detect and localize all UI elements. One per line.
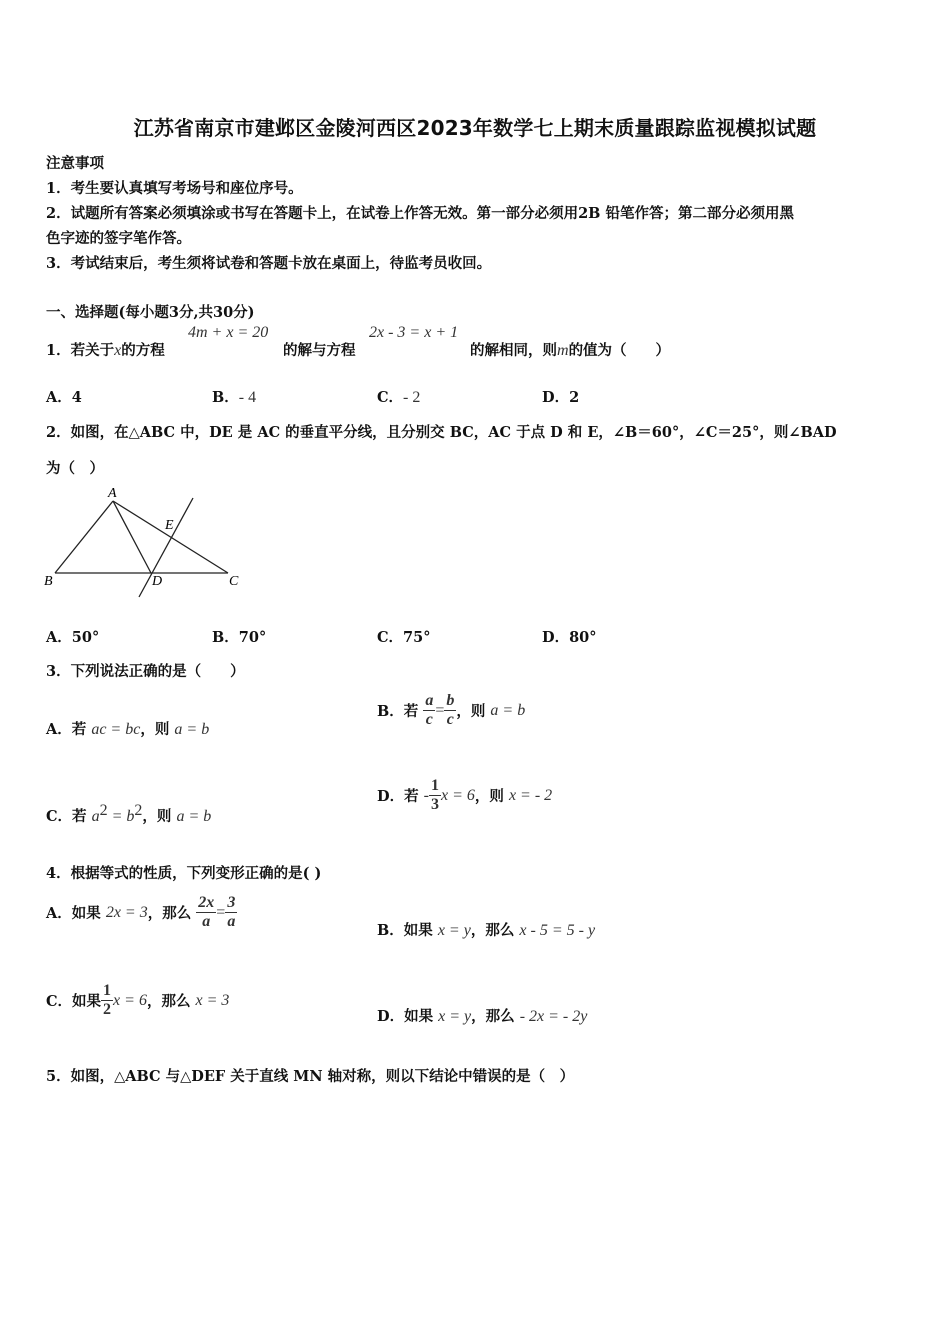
q2-option-d: D．80° (542, 629, 597, 646)
q1-option-d: D．2 (542, 389, 580, 406)
note-item: 1．考生要认真填写考场号和座位序号。 (46, 180, 303, 197)
note-item: 色字迹的签字笔作答。 (46, 230, 191, 247)
triangle-figure (40, 484, 250, 604)
side-ab (55, 501, 113, 573)
q3-option-a: A．若 ac = bc，则 a = b (46, 721, 210, 738)
label-c: C (229, 574, 239, 589)
fraction: $\frac{1}{2}$ (103, 982, 112, 1018)
question-1-cont: 的解与方程 (283, 342, 356, 359)
section-heading: 一、选择题(每小题3分,共30分) (46, 304, 255, 321)
q2-option-c: C．75° (377, 629, 431, 646)
note-item: 3．考试结束后，考生须将试卷和答题卡放在桌面上，待监考员收回。 (46, 255, 492, 272)
q1-option-b: B．- 4 (212, 389, 257, 406)
fraction: $\frac{a}{c}$ (425, 692, 434, 728)
question-2: 2．如图，在△ABC 中，DE 是 AC 的垂直平分线，且分别交 BC，AC 于点 D 和 E，∠B＝60°，∠C＝25°，则∠BAD (46, 424, 837, 441)
fraction: $\frac{3}{a}$ (227, 894, 236, 930)
q4-option-b: B．如果 x = y，那么 x - 5 = 5 - y (377, 922, 596, 939)
fraction: $\frac{b}{c}$ (446, 692, 455, 728)
question-3: 3．下列说法正确的是（ ） (46, 663, 245, 680)
question-4: 4．根据等式的性质，下列变形正确的是( ) (46, 865, 322, 882)
perpendicular-bisector-de (139, 498, 193, 597)
question-2-cont: 为（ ） (46, 460, 104, 477)
label-e: E (165, 518, 174, 533)
segment-ad (113, 501, 151, 573)
q1-option-a: A．4 (46, 389, 82, 406)
q4-option-d: D．如果 x = y，那么 - 2x = - 2y (377, 1008, 588, 1025)
q3-option-c: C．若 $a^2 = b^2$，则 a = b (46, 802, 212, 825)
q4-option-c: C．如果 $\frac{1}{2}$ x = 6 ，那么 x = 3 (46, 982, 230, 1018)
q1-equation-1: 4m + x = 20 (188, 324, 269, 341)
q2-option-a: A．50° (46, 629, 100, 646)
question-1: 1．若关于x的方程 (46, 342, 165, 359)
question-1-cont2: 的解相同，则m的值为（ ） (470, 342, 671, 359)
fraction: $\frac{1}{3}$ (430, 777, 439, 813)
q1-equation-2: 2x - 3 = x + 1 (369, 324, 459, 341)
q4-option-a: A．如果 2x = 3 ，那么 $\frac{2x}{a}$ = $\frac{3}{a}$ (46, 894, 236, 930)
q3-option-d: D．若 - $\frac{1}{3}$ x = 6 ，则 x = - 2 (377, 777, 553, 813)
q1-option-c: C．- 2 (377, 389, 421, 406)
q3-option-b: B．若 $\frac{a}{c}$ = $\frac{b}{c}$ ，则 a = b (377, 692, 526, 728)
label-a: A (108, 486, 117, 501)
side-ac (113, 501, 228, 573)
page-title: 江苏省南京市建邺区金陵河西区2023年数学七上期末质量跟踪监视模拟试题 (133, 116, 817, 140)
note-item: 2．试题所有答案必须填涂或书写在答题卡上，在试卷上作答无效。第一部分必须用2B 铅笔作答；第二部分必须用黑 (46, 205, 794, 222)
label-d: D (152, 574, 163, 589)
fraction: $\frac{2x}{a}$ (198, 894, 215, 930)
question-5: 5．如图，△ABC 与△DEF 关于直线 MN 轴对称，则以下结论中错误的是（ ） (46, 1068, 575, 1085)
label-b: B (44, 574, 53, 589)
notes-heading: 注意事项 (46, 155, 104, 172)
q2-option-b: B．70° (212, 629, 267, 646)
